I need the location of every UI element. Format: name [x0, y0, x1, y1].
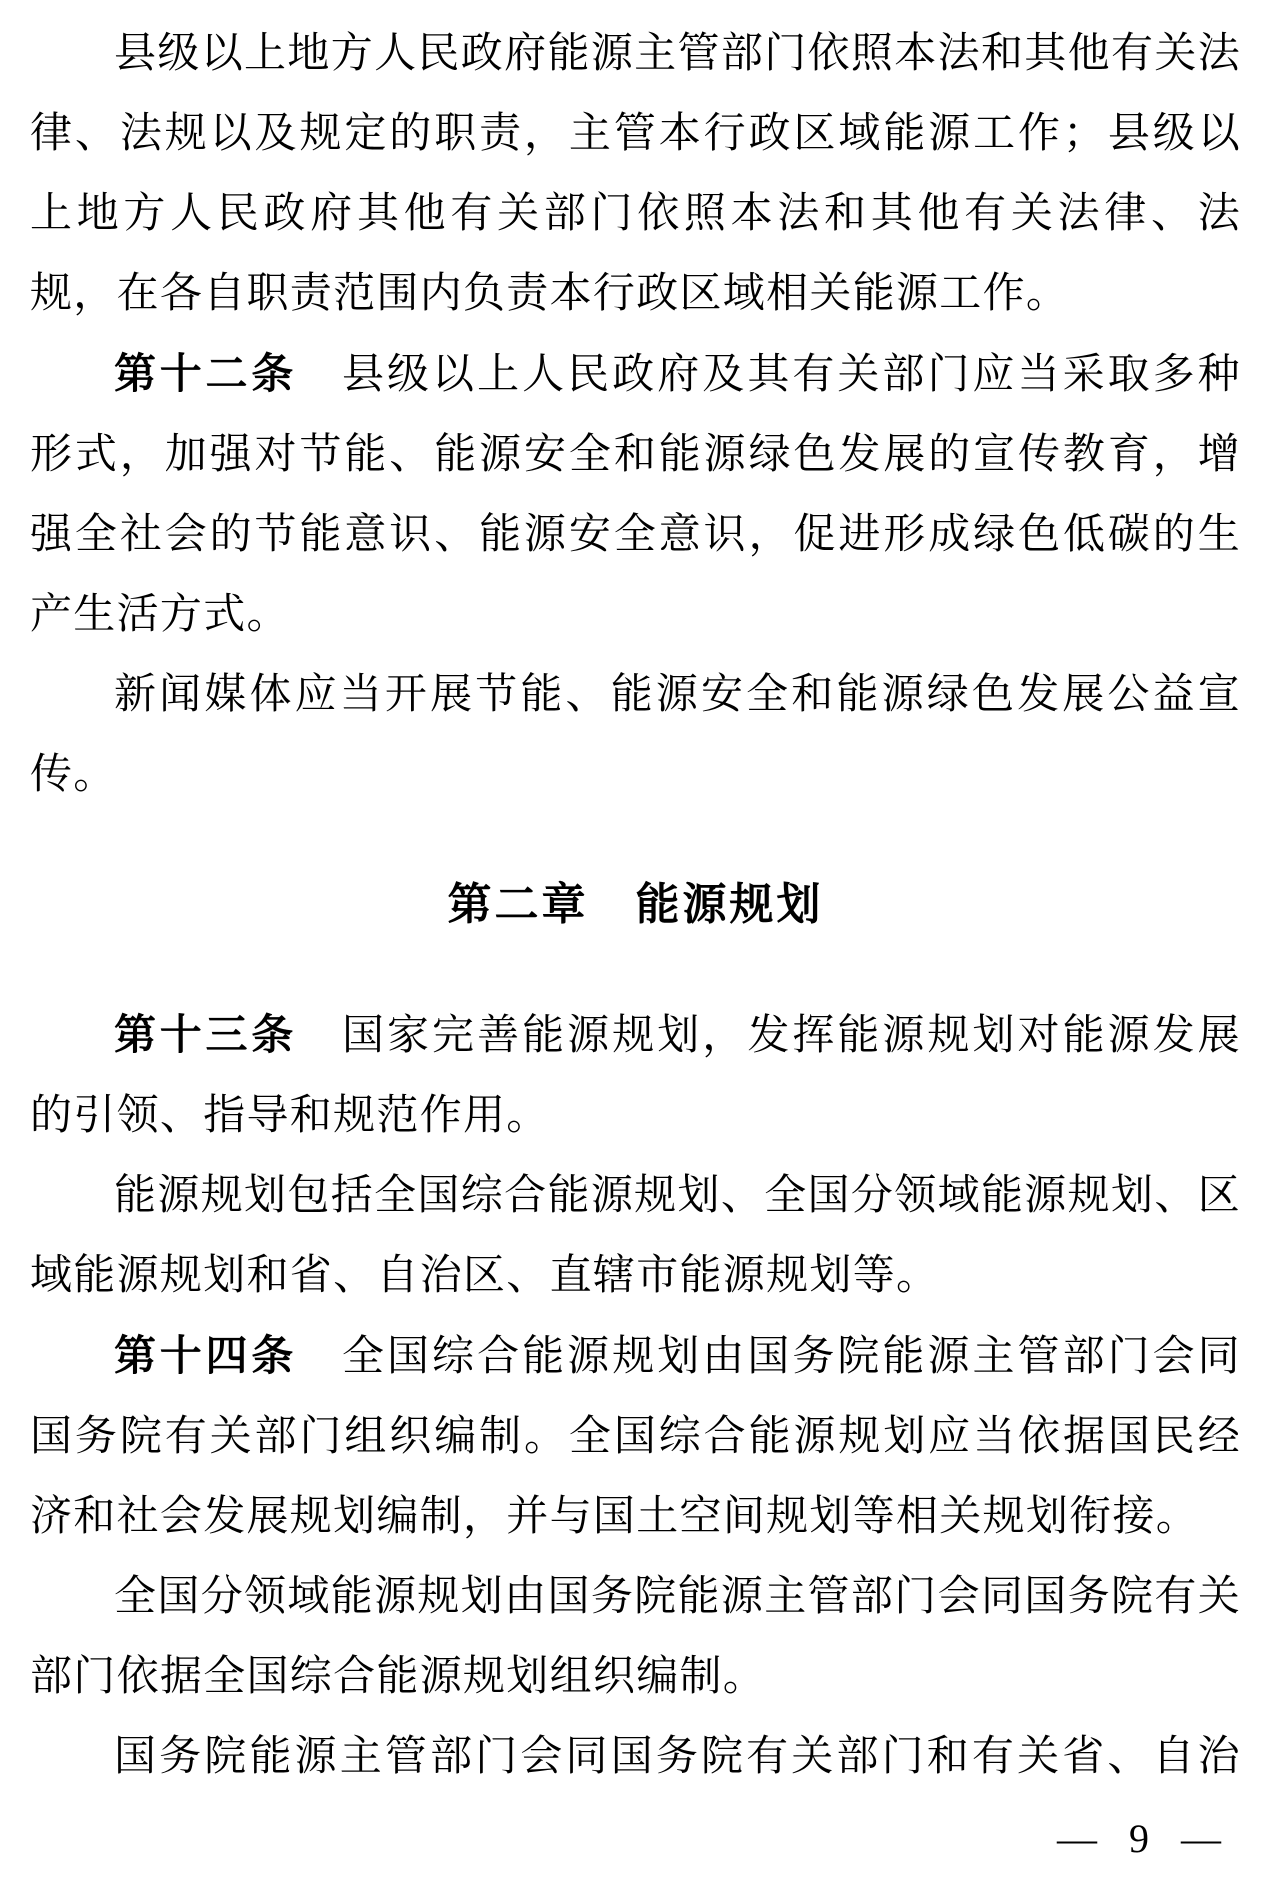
article-number: 第十四条 — [114, 1332, 297, 1379]
article-number: 第十二条 — [114, 350, 297, 397]
paragraph: 全国分领域能源规划由国务院能源主管部门会同国务院有关部门依据全国综合能源规划组织编制。 — [30, 1574, 1241, 1700]
paragraph: 新闻媒体应当开展节能、能源安全和能源绿色发展公益宣传。 — [30, 672, 1241, 798]
paragraph: 第十二条 县级以上人民政府及其有关部门应当采取多种形式，加强对节能、能源安全和能源绿色发展的宣传教育，增强全社会的节能意识、能源安全意识，促进形成绿色低碳的生产生活方式。 — [30, 350, 1241, 638]
paragraph: 国务院能源主管部门会同国务院有关部门和有关省、自治 — [114, 1734, 1241, 1780]
document-body — [30, 14, 1241, 1797]
paragraph: 第十四条 全国综合能源规划由国务院能源主管部门会同国务院有关部门组织编制。全国综合能源规划应当依据国民经济和社会发展规划编制，并与国土空间规划等相关规划衔接。 — [30, 1332, 1241, 1540]
page-number: — 9 — — [1057, 1816, 1227, 1861]
paragraph: 第十三条 国家完善能源规划，发挥能源规划对能源发展的引领、指导和规范作用。 — [30, 1011, 1241, 1139]
paragraph: 县级以上地方人民政府能源主管部门依照本法和其他有关法律、法规以及规定的职责，主管本行政区域能源工作；县级以上地方人民政府其他有关部门依照本法和其他有关法律、法规，在各自职责范围内负责本行政区域相关能源工作。 — [30, 31, 1241, 317]
chapter-heading: 第二章 能源规划 — [447, 880, 824, 929]
paragraph: 能源规划包括全国综合能源规划、全国分领域能源规划、区域能源规划和省、自治区、直辖市能源规划等。 — [30, 1173, 1241, 1299]
article-number: 第十三条 — [114, 1011, 297, 1058]
